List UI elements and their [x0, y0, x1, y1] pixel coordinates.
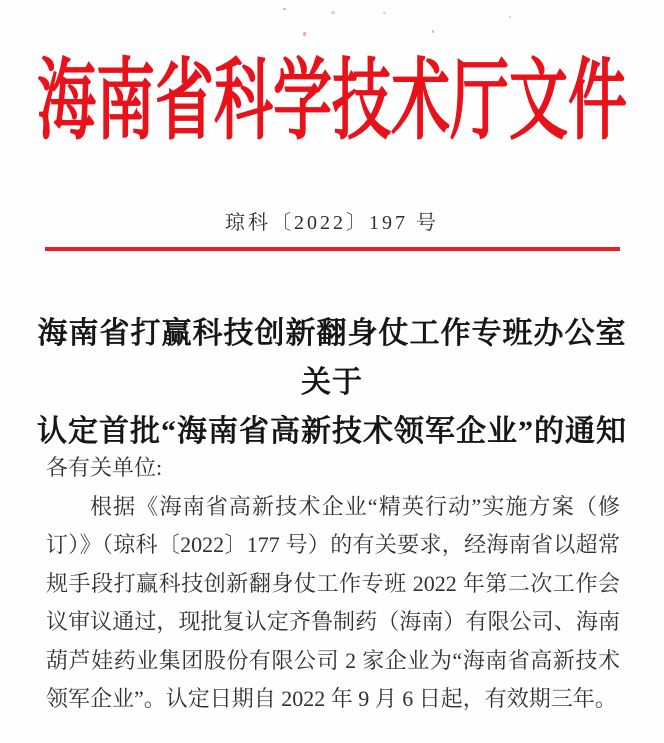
agency-letterhead-text: 海南省科学技术厅文件: [36, 51, 627, 151]
salutation: 各有关单位:: [46, 455, 163, 480]
document-title-line-1: 海南省打赢科技创新翻身仗工作专班办公室关于: [37, 317, 627, 399]
red-divider: [45, 247, 620, 251]
body-paragraph: 根据《海南省高新技术企业“精英行动”实施方案（修订）》（琼科〔2022〕177 号）的有关要求，经海南省以超常规手段打赢科技创新翻身仗工作专班 2022 年第二次工作会议审议通过，现批复认定齐鲁制药（海南）有限公司、海南葫芦娃药业集团股份有限公司 2 家企业为“海南省高新技术领军企业”。认定日期自 2022 年 9 月 6 日起，有效期三年。: [46, 493, 620, 711]
document-title: [25, 309, 639, 456]
document-body: [46, 449, 620, 719]
document-title-line-2: 认定首批“海南省高新技术领军企业”的通知: [37, 415, 627, 448]
document-number: 琼科〔2022〕197 号: [225, 212, 439, 234]
agency-letterhead: [0, 40, 664, 162]
